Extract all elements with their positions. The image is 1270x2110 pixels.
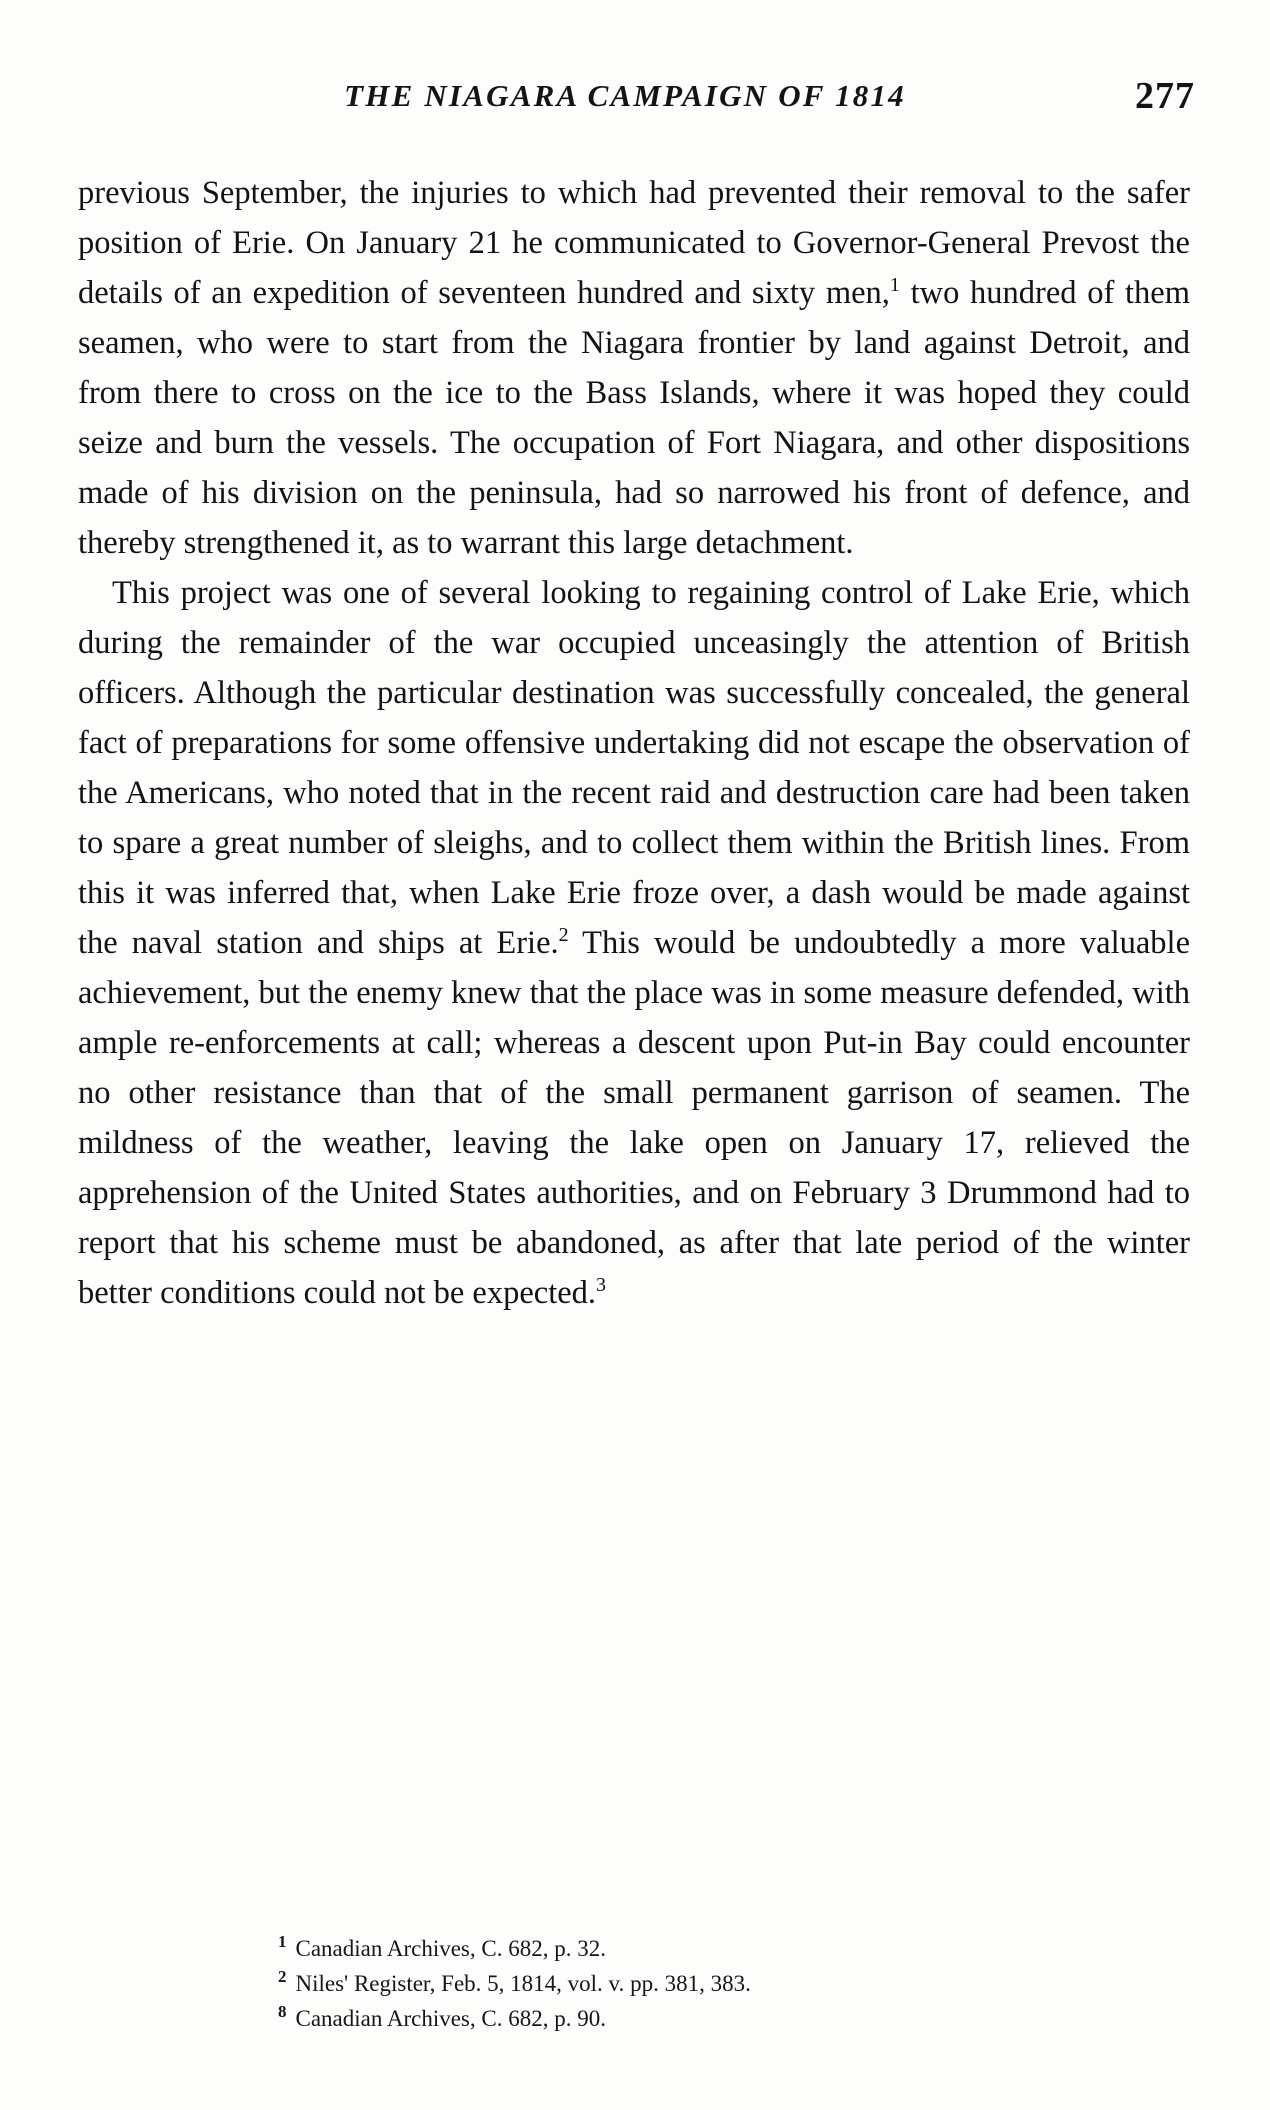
footnote-ref-3[interactable]: 3: [596, 1274, 607, 1297]
body-text: [78, 168, 1190, 1318]
footnote-marker: 2: [278, 1967, 287, 1987]
footnotes-block: [278, 1931, 1098, 2036]
page-number: 277: [1135, 75, 1195, 117]
paragraph-2-text-part-1: This project was one of several looking to regaining control of Lake Erie, which during the remainder of the war occupied unceasingly the attention of British officers. Although the particular destination was successfully concealed, the general fact of preparations for some offensive undertaking did not escape the observation of the Americans, who noted that in the recent raid and destruction care had been taken to spare a great number of sleighs, and to collect them within the British lines. From this it was inferred that, when Lake Erie froze over, a dash would be made against the naval station and ships at Erie.: [78, 575, 1190, 961]
footnote-ref-2[interactable]: 2: [558, 924, 569, 947]
page-header: [75, 75, 1195, 126]
footnote-marker: 1: [278, 1932, 287, 1952]
running-head-title: THE NIAGARA CAMPAIGN OF 1814: [344, 78, 906, 113]
paragraph-1-text-part-2: two hundred of them seamen, who were to start from the Niagara frontier by land against Detroit, and from there to cross on the ice to the Bass Islands, where it was hoped they could seize and burn the vessels. The occupation of Fort Niagara, and other dispositions made of his division on the peninsula, had so narrowed his front of defence, and thereby strengthened it, as to warrant this large detachment.: [78, 275, 1190, 561]
footnote-item: [278, 1931, 1098, 1966]
paragraph-2: [78, 568, 1190, 1318]
footnote-text: Niles' Register, Feb. 5, 1814, vol. v. pp. 381, 383.: [295, 1971, 751, 1996]
paragraph-1: [78, 168, 1190, 568]
footnote-item: [278, 1966, 1098, 2001]
footnote-text: Canadian Archives, C. 682, p. 32.: [295, 1936, 606, 1961]
paragraph-1-text-part-1: previous September, the injuries to which had prevented their removal to the safer position of Erie. On January 21 he communicated to Governor-General Prevost the details of an expedition of seventeen hundred and sixty men,: [78, 175, 1190, 311]
footnote-text: Canadian Archives, C. 682, p. 90.: [295, 2006, 606, 2031]
footnote-marker: 8: [278, 2002, 287, 2022]
footnote-item: [278, 2001, 1098, 2036]
paragraph-2-text-part-2: This would be undoubtedly a more valuable achievement, but the enemy knew that the place was in some measure defended, with ample re-enforcements at call; whereas a descent upon Put-in Bay could encounter no other resistance than that of the small permanent garrison of seamen. The mildness of the weather, leaving the lake open on January 17, relieved the apprehension of the United States authorities, and on February 3 Drummond had to report that his scheme must be abandoned, as after that late period of the winter better conditions could not be expected.: [78, 925, 1190, 1311]
footnote-ref-1[interactable]: 1: [889, 274, 900, 297]
